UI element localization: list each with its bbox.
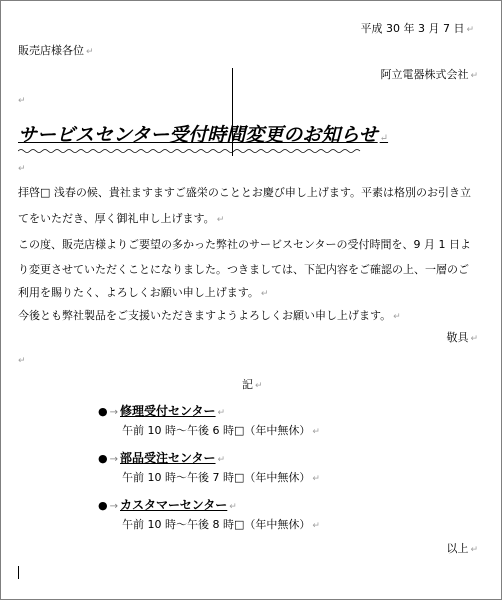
- item-label: カスタマーセンター: [120, 498, 228, 512]
- spellcheck-squiggle: [18, 148, 368, 154]
- tab-arrow-icon: →: [109, 454, 118, 465]
- sender-line: 阿立電器株式会社 ↵: [380, 68, 478, 81]
- list-item: ● → 修理受付センター ↵: [98, 404, 226, 418]
- insertion-caret[interactable]: [18, 566, 19, 579]
- bullet-icon: ●: [98, 405, 108, 418]
- empty-paragraph-mark: ↵: [18, 96, 26, 106]
- list-item: ● → カスタマーセンター ↵: [98, 498, 237, 512]
- empty-paragraph-mark: ↵: [18, 356, 26, 366]
- body-line-1: 拝啓□ 浅春の候、貴社ますますご盛栄のこととお慶び申し上げます。平素は格別のお引き立: [18, 186, 472, 199]
- bullet-icon: ●: [98, 452, 108, 465]
- empty-paragraph-mark: ↵: [18, 164, 26, 174]
- ki-heading: 記 ↵: [242, 378, 263, 391]
- item-label: 修理受付センター: [120, 404, 216, 418]
- body-line-5: 利用を賜りたく、よろしくお願い申し上げます。 ↵: [18, 286, 269, 299]
- tab-arrow-icon: →: [109, 407, 118, 418]
- item-hours: 午前 10 時～午後 7 時□（年中無休） ↵: [122, 471, 320, 484]
- item-hours: 午前 10 時～午後 6 時□（年中無休） ↵: [122, 424, 320, 437]
- recipient-line: 販売店様各位 ↵: [18, 44, 94, 57]
- item-hours: 午前 10 時～午後 8 時□（年中無休） ↵: [122, 518, 320, 531]
- body-line-6: 今後とも弊社製品をご支援いただきますようよろしくお願い申し上げます。 ↵: [18, 309, 401, 322]
- closing-ijou: 以上 ↵: [446, 542, 478, 555]
- body-line-2: てをいただき、厚く御礼申し上げます。 ↵: [18, 212, 225, 225]
- document-title: サービスセンター受付時間変更のお知らせ ↵: [18, 124, 389, 146]
- body-line-3: この度、販売店様よりご要望の多かった弊社のサービスセンターの受付時間を、9 月 1 日よ: [18, 238, 472, 251]
- item-label: 部品受注センター: [120, 451, 216, 465]
- body-line-4: り変更させていただくことになりました。つきましては、下記内容をご確認の上、一層のご: [18, 263, 469, 276]
- closing-keigu: 敬具 ↵: [446, 331, 478, 344]
- bullet-icon: ●: [98, 499, 108, 512]
- list-item: ● → 部品受注センター ↵: [98, 451, 226, 465]
- document-date: 平成 30 年 3 月 7 日 ↵: [360, 22, 474, 35]
- tab-arrow-icon: →: [109, 501, 118, 512]
